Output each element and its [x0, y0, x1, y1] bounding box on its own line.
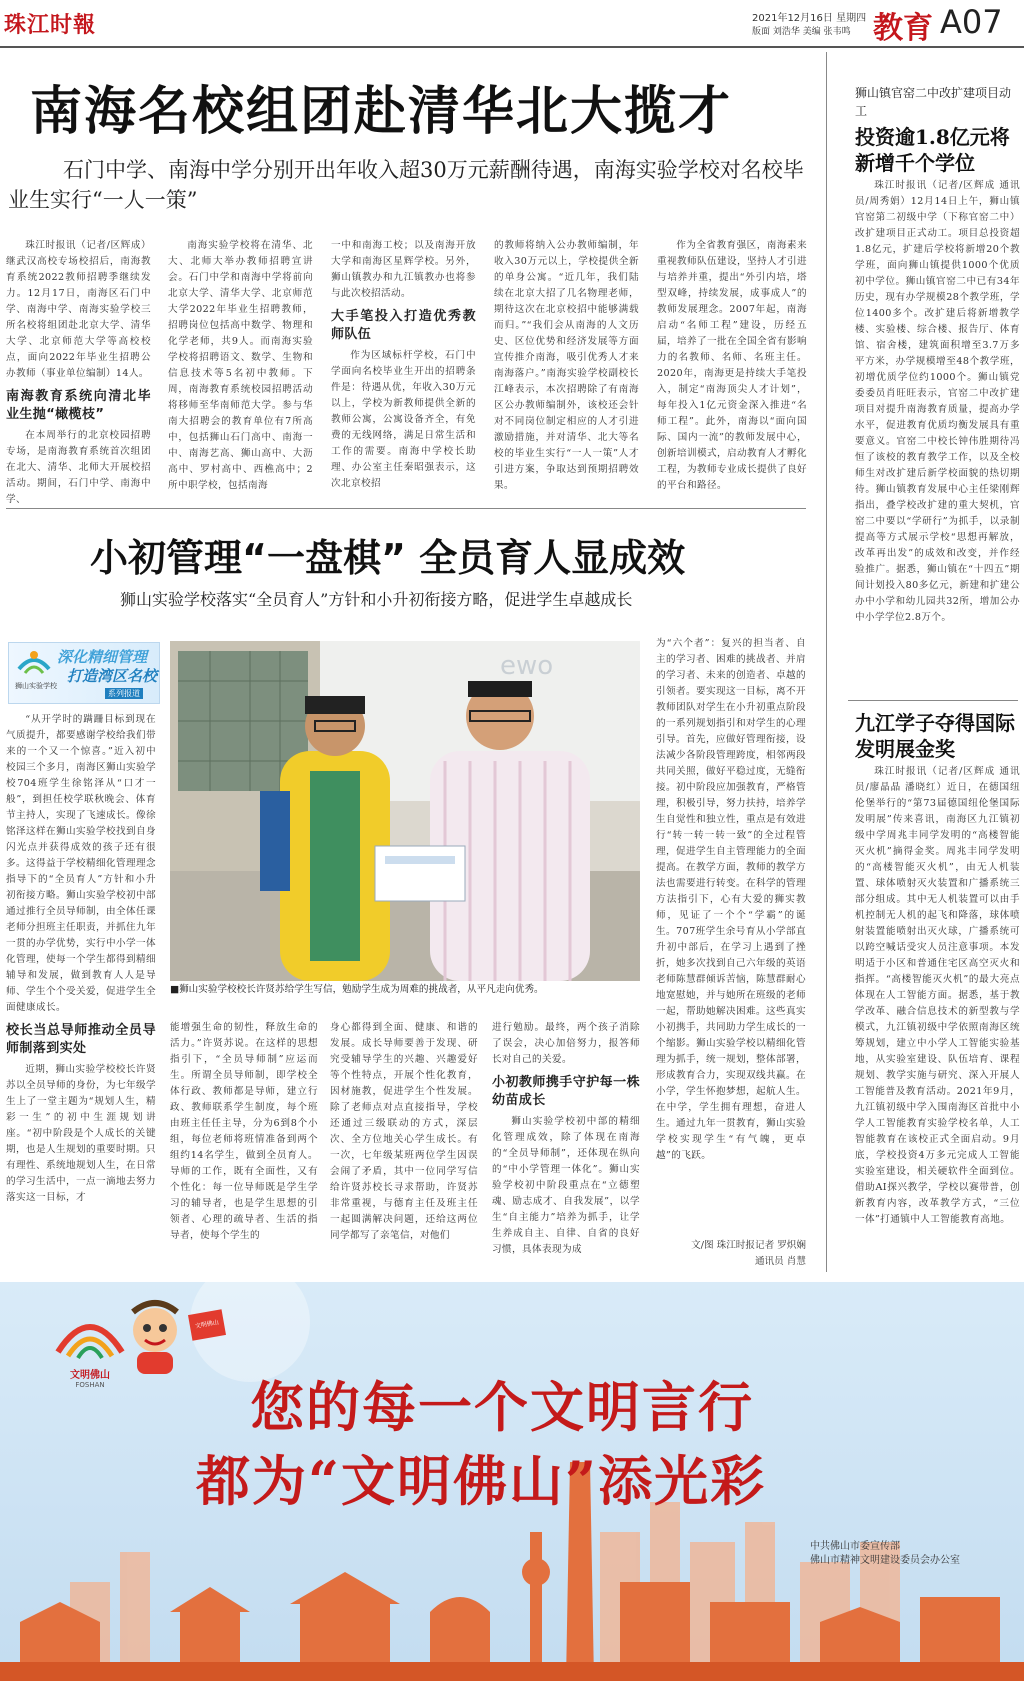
- lead-divider: [6, 508, 806, 509]
- issue-date: [752, 9, 866, 24]
- lead-col5-text: 作为全省教育强区，南海素来重视教师队伍建设，坚持人才引进与培养并重，提出“外引内培，塔型双峰，持续发展，成事成人”的教师发展理念。2007年起，南海启动“名师工程”建设，历经五届，培养了一批在全国全省有影响力的名教师、名师、名班主任。2020年，南海更是持续大手笔投入，制定“南海顶尖人才计划”，每年投入1亿元资金深入推进“名师工程”。此外，南海以“面向国际、国内一流”的教师发展中心，创新培训模式，启动教育人才孵化工程，为教师专业成长提供了良好的平台和路径。: [657, 240, 807, 491]
- feature-mid-column-1: [170, 1020, 318, 1272]
- newspaper-logo: 珠江时報: [4, 12, 97, 38]
- ad-slogan-line-1: 您的每一个文明言行: [250, 1375, 754, 1439]
- byline-correspondent: 通讯员 肖慧: [754, 1256, 806, 1267]
- ad-sponsor: [810, 1540, 960, 1568]
- lead-col1-subhead: 南海教育系统向清北毕业生抛“橄榄枝”: [6, 389, 151, 422]
- sidebar-1-kicker: 狮山镇官窑二中改扩建项目动工: [855, 86, 1012, 118]
- ad-slogan-line-2: 都为“文明佛山”添光彩: [196, 1449, 767, 1513]
- designer: 美编 张韦鸣: [802, 27, 851, 37]
- lead-col4-text: 的教师将纳入公办教师编制，年收入30万元以上，学校提供全新的单身公寓。“近几年，我们陆续在北京大招了几名物理老师，期待这次在北京校招中能够满载而归。”“我们会从南海的人文历史、区位优势和经济发展等方面宣传推介南海，吸引优秀人才来南海落户。”南海实验学校副校长江峰表示，本次招聘除了有南海区公办教师编制外，该校还会针对不同岗位制定相应的人才引进激励措施，并对清华、北大等名校的毕业生实行“一人一策”人才引进方案，争取达到预期招聘效果。: [494, 240, 639, 491]
- ad-sponsor-2: 佛山市精神文明建设委员会办公室: [810, 1555, 960, 1566]
- lead-column-5: [657, 238, 807, 490]
- sidebar-divider: [826, 52, 827, 1272]
- feature-headline: 小初管理“一盘棋” 全员育人显成效: [90, 536, 686, 580]
- ad-sponsor-1: 中共佛山市委宣传部: [810, 1541, 900, 1552]
- date: 2021年12月16日: [752, 13, 833, 24]
- school-emblem-icon: [15, 647, 53, 677]
- feature-mid-column-3: [492, 1020, 640, 1272]
- lead-headline: 南海名校组团赴清华北大揽才: [30, 82, 733, 142]
- sidebar-1-body: 珠江时报讯（记者/区辉成 通讯员/周秀娟）12月14日上午，狮山镇官窑第二初级中学（下称官窑二中）改扩建项目正式动工。项目总投资超1.8亿元，扩建后学校将新增20个教学班，面向狮山镇提供1000个优质初中学位。狮山镇官窑二中已有34年历史，现有办学规模28个教学班，学位1400多个。改扩建后将新增教学楼、实验楼、综合楼、报告厅、体育馆、宿舍楼，建筑面积增至3.7万多平方米，办学规模增至48个教学班，初增优质学位约1000个。狮山镇党委委员肖旺旺表示，官窑二中改扩建项目对提升南海教育质量，提高办学水平，促进教育优质均衡发展具有重要意义。官窑二中校长钟伟胜期待冯恒了该校的教育教学工作，以及全校师生对改扩建后新学校面貌的热切期待。狮山镇教育发展中心主任梁刚辉指出，叠学校改扩建的重大契机，官窑二中要以“学研行”为抓手，以录制提高等方式展示学校“思想再解放，改革再出发”的成效和改变，并作经验推广。据悉，狮山镇在“十四五”期间计划投入80多亿元，新建和扩建公办中小学和幼儿园共32所，增加公办中小学学位2.8万个。: [855, 180, 1020, 623]
- feature-left-text: “从开学时的蹒跚目标到现在气质提升，都要感谢学校给我们带来的一个又一个惊喜。”近入初中校园三个多月，南海区狮山实验学校704班学生徐铭泽从“口才一般”，到担任校学联秋晚会、体育节主持人，实现了飞速成长。像徐铭泽这样在狮山实验学校找到自身闪光点并获得成效的孩子还有很多。这得益于学校精细化管理理念指导下的“全员育人”方针和小升初衔接方略。狮山实验学校初中部通过推行全员导师制，由全体任课老师分担班主任职责，并抓住九年一贯的办学优势，实行中小学一体化管理，使每一个学生都得到精细辅导和发展，做到教育人人是导师、学生个个受关爱，促进学生全面健康成长。: [6, 714, 156, 1013]
- sidebar-2-body: 珠江时报讯（记者/区辉成 通讯员/廖晶晶 潘晓红）近日，在德国纽伦堡举行的“第73届德国纽伦堡国际发明展”传来喜讯，南海区九江镇初级中学周兆丰同学发明的“高楼智能灭火机”摘得金奖。周兆丰同学发明的“高楼智能灭火机”，由无人机装置、球体喷射灭火装置和广播系统三部分组成。其中无人机装置可以由手机控制无人机的起飞和降落，球体喷射装置能喷射出灭火球，广播系统可以跨空喊话受灾人员注意事项。本发明适于小区和普通住宅区高空灭火和指挥。“高楼智能灭火机”的最大亮点体现在人工智能方面。据悉，基于教学改革、融合信息技术的新型教与学模式，九江镇初级中学依照南海区统筹规划，建立中小学人工智能实验基地，从实验室建设、队伍培育、课程规划、教学实施与研究、深入开展人工智能普及教育活动。2021年9月，九江镇初级中学入围南海区首批中小学人工智能教育实验学校名单，人工智能教育在该校正式全面启动。9月底，学校投资4万多元完成人工智能实验室建设，相关硬软件全面到位。借助AI探兴教学，学校以赛带普，创新教育内容，改革教学方式，“三位一体”打通镇中人工智能教育高地。: [855, 766, 1020, 1225]
- lead-subtitle: 石门中学、南海中学分别开出年收入超30万元薪酬待遇，南海实验学校对名校毕业生实行“一人一策”: [8, 158, 804, 212]
- sidebar-story-1: [855, 84, 1020, 688]
- feature-subtitle: 狮山实验学校落实“全员育人”方针和小升初衔接方略，促进学生卓越成长: [120, 590, 633, 609]
- series-title-line1: 深化精细管理: [57, 648, 148, 666]
- photo-caption: ■狮山实验学校校长许贤苏给学生写信，勉励学生成为周难的挑战者，从平凡走向优秀。: [170, 984, 544, 995]
- feature-photo: [170, 641, 640, 981]
- feature-right-text: 为“六个者”：复兴的担当者、自主的学习者、困难的挑战者、并肩的学习者、未来的创造者、卓越的引领者。要实现这一目标，离不开教师团队对学生在小升初重点阶段的一系列规划指引和对学生的心理引导。首先，应做好管理衔接，设法减少各阶段管理跨度，相邻两段共同关照，做好平稳过度，无缝衔接。初中阶段应加强教育，严格管理，积极引导，努力扶持，培养学生自觉性和独立性，重点是有效进行“转一转一转一致”的全过程管理，促进学生自主管理能力的全面提高。在教学方面，教师的教学方法也需要进行转变。在科学的管理方法指引下，心有大爱的狮实教师，见证了一个个“学霸”的诞生。707班学生余号育从小学部直升初中部后，在学习上遇到了挫折，她多次找到自己六年级的英语老师陈慧群倾诉苦恼，陈慧群耐心地宽慰她，并与她所在班级的老师一起，帮助她解决困难。这些真实小初携手，共同助力学生成长的一个缩影。狮山实验学校以精细化管理为抓手，统一规划，整体部署，形成教育合力，实现双线共赢。在小学，学生怀抱梦想，起航人生。在中学，学生拥有理想，奋进人生。通过九年一贯教育，狮山实验学校实现学生“有气魄，更卓越”的飞跃。: [656, 638, 806, 1161]
- byline-author: 文/图 珠江时报记者 罗炽娴: [691, 1240, 806, 1251]
- lead-column-3: [331, 238, 476, 490]
- page-number: A07: [940, 3, 1003, 41]
- lead-col2-text: 南海实验学校将在清华、北大、北师大举办教师招聘宣讲会。石门中学和南海中学将前向北京大学、清华大学、北京师范大学2022年毕业生招聘教师，招聘岗位包括高中数学、物理和化学老师，共9人。而南海实验学校将招聘语文、数学、生物和信息技术等5名初中教师。下周，南海教育系统校园招聘活动将移师至华南师范大学。参与华南大招聘会的教育单位有7所高中，包括狮山石门高中、南海一中、南海艺高、狮山高中、大沥高中、罗村高中、西樵高中；2所中职学校，包括南海: [168, 240, 313, 491]
- masthead: [0, 0, 1024, 48]
- series-title-line2: 打造湾区名校: [67, 667, 158, 685]
- lead-col3-text: 一中和南海工校；以及南海开放大学和南海区星辉学校。另外，狮山镇教办和九江镇教办也将参与此次校招活动。: [331, 240, 476, 299]
- feature-left-text-b: 近期，狮山实验学校校长许贤苏以全员导师的身份，为七年级学生上了一堂主题为“规划人生，精彩一生”的初中生涯规划讲座。“初中阶段是个人成长的关键期，也是人生规划的重要时期。只有理性、系统地规划人生，在日常的学习生活中，一点一滴地去努力落实这一目标，才: [6, 1064, 156, 1203]
- civic-logo-text: 文明佛山: [70, 1370, 110, 1381]
- lead-col1-text: 珠江时报讯（记者/区辉成）继武汉高校专场校招后，南海教育系统2022教师招聘季继续发力。12月17日，南海区石门中学、南海中学、南海实验学校三所名校将组团赴北京大学、清华大学、北京师范大学等高校校点，面向2022年毕业生招聘公办教师（事业单位编制）14人。: [6, 240, 151, 379]
- editor-credits: [752, 24, 851, 37]
- board-text: ewo: [500, 651, 554, 681]
- civic-logo: [50, 1312, 130, 1389]
- feature-mid3-text-b: 狮山实验学校初中部的精细化管理成效，除了体现在南海的“全员导师制”，还体现在纵向的“中小学管理一体化”。狮山实验学校初中阶段重点在“立德塑魂、励志成才、自我发展”，以学生“自主能力”培养为抓手，让学生养成自主、自律、自省的良好习惯，具体表现为成: [492, 1116, 640, 1255]
- feature-mid-subhead: 小初教师携手守护每一株幼苗成长: [492, 1075, 640, 1108]
- sidebar-1-title: 投资逾1.8亿元将新增千个学位: [855, 125, 1010, 175]
- feature-left-column: [6, 712, 156, 1272]
- feature-right-column: [656, 636, 806, 1236]
- civic-ad: [0, 1282, 1024, 1681]
- lead-col1-text-b: 在本周举行的北京校园招聘专场，是南海教育系统首次组团在北大、清华、北师大开展校招活动。期间，石门中学、南海中学、: [6, 430, 151, 505]
- series-school: 狮山实验学校: [15, 682, 57, 690]
- series-banner: [8, 642, 160, 704]
- sidebar-story-2: [855, 710, 1020, 1264]
- feature-mid1-text: 能增强生命的韧性，释放生命的活力。”许贤苏说。在这样的思想指引下，“全员导师制”应运而生。所谓全员导师制，即学校全体行政、教师都是导师，建立行政、教师联系学生制度，每个班由班主任任主导，分为6到8个小组，每位老师将班情准备到两个组约14名学生，做到全员育人。导师的工作，既有全面性，又有个性化：每一位导师既是学生学习的辅导者，也是学生思想的引领者、心理的疏导者、生活的指导者，使每个学生的: [170, 1022, 318, 1241]
- ad-flag: 文明佛山: [188, 1309, 226, 1341]
- feature-mid3-text: 进行勉励。最终，两个孩子消除了误会，决心加倍努力，报答师长对自己的关爱。: [492, 1022, 640, 1065]
- feature-left-subhead: 校长当总导师推动全员导师制落到实处: [6, 1023, 156, 1056]
- lead-column-4: [494, 238, 639, 490]
- masthead-rule: [0, 46, 1024, 48]
- civic-logo-sub: FOSHAN: [75, 1381, 105, 1389]
- feature-mid-column-2: [330, 1020, 478, 1272]
- lead-column-2: [168, 238, 313, 490]
- feature-byline: [656, 1238, 806, 1270]
- mascot-icon: [125, 1302, 195, 1377]
- lead-col3-text-b: 作为区域标杆学校，石门中学面向名校毕业生开出的招聘条件是：待遇从优，年收入30万元以上，学校为新教师提供全新的教师公寓，公寓设备齐全，有免费的无线网络，满足日常生活和工作的需要。南海中学校长助理、办公室主任秦昭强表示，这次北京校招: [331, 350, 476, 489]
- series-tag: 系列报道: [105, 688, 143, 699]
- editor: 版面 刘浩华: [752, 27, 800, 37]
- feature-mid2-text: 身心都得到全面、健康、和谐的发展。成长导师要善于发现、研究受辅导学生的兴趣、兴趣爱好等个性特点，开展个性化教育，因材施教，促进学生个性发展。除了老师点对点直接指导，学校还通过三级联动的方式，深层次、全方位地关心学生成长。有一次，七年级某班两位学生因误会闹了矛盾，其中一位同学写信给许贤苏校长寻求帮助，许贤苏非常重视，与德育主任及班主任一起圆满解决问题，还给这两位同学都写了亲笔信，对他们: [330, 1022, 478, 1241]
- section-name: 教育: [873, 11, 933, 46]
- sidebar-2-title: 九江学子夺得国际发明展金奖: [855, 711, 1015, 761]
- lead-col3-subhead: 大手笔投入打造优秀教师队伍: [331, 309, 476, 342]
- lead-column-1: [6, 238, 151, 505]
- weekday: 星期四: [836, 13, 867, 24]
- sidebar-story-divider: [848, 700, 1018, 701]
